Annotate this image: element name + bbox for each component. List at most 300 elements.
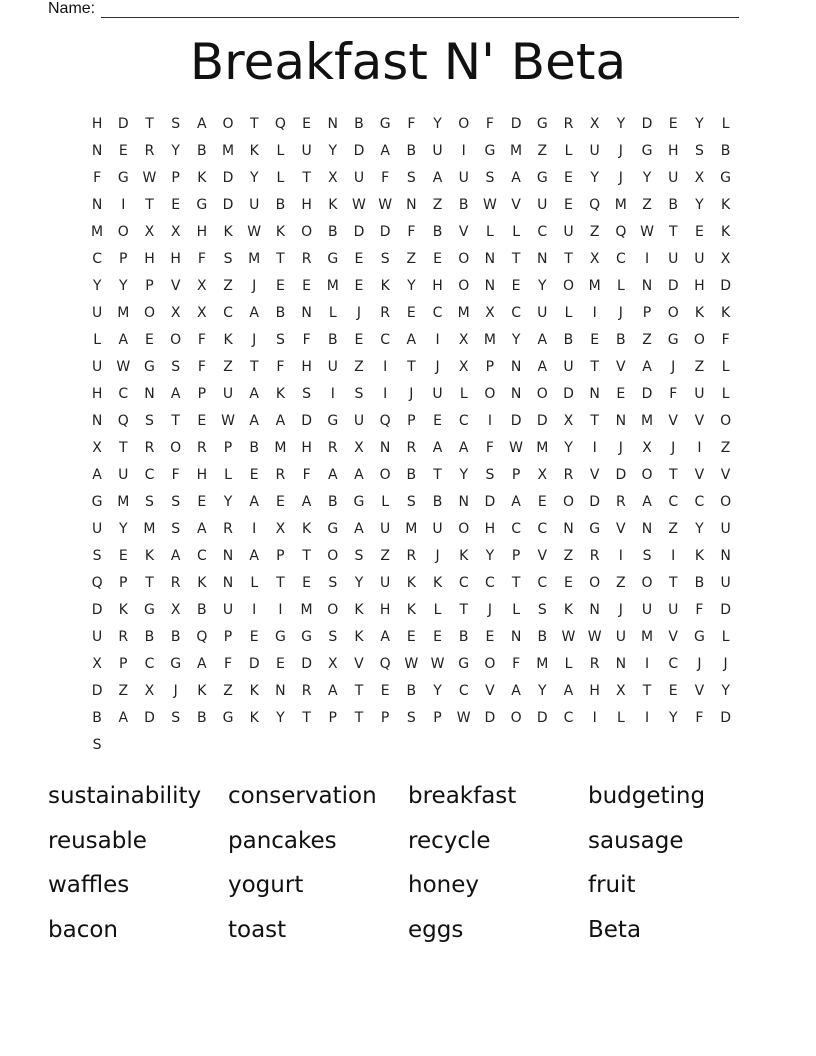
grid-letter[interactable]: U — [432, 143, 443, 159]
grid-letter[interactable]: Y — [695, 521, 704, 537]
grid-letter[interactable]: X — [458, 332, 469, 348]
grid-letter[interactable]: K — [459, 548, 469, 564]
grid-letter[interactable]: T — [354, 710, 364, 726]
grid-letter[interactable]: U — [380, 521, 391, 537]
grid-letter[interactable]: H — [484, 521, 496, 537]
grid-letter[interactable]: G — [536, 170, 548, 186]
grid-letter[interactable]: V — [694, 413, 705, 429]
grid-letter[interactable]: O — [379, 467, 391, 483]
grid-letter[interactable]: Z — [432, 197, 443, 213]
grid-letter[interactable]: D — [117, 116, 129, 132]
grid-letter[interactable]: P — [119, 251, 128, 267]
grid-letter[interactable]: D — [484, 710, 496, 726]
grid-letter[interactable]: L — [512, 602, 520, 618]
grid-letter[interactable]: B — [563, 332, 574, 348]
grid-letter[interactable]: U — [353, 413, 365, 429]
grid-letter[interactable]: X — [170, 305, 181, 321]
grid-letter[interactable]: F — [197, 251, 206, 267]
grid-letter[interactable]: M — [640, 413, 654, 429]
grid-letter[interactable]: G — [641, 143, 653, 159]
grid-letter[interactable]: B — [327, 494, 338, 510]
grid-letter[interactable]: Q — [91, 575, 103, 591]
grid-letter[interactable]: K — [249, 683, 259, 699]
grid-letter[interactable]: Z — [589, 224, 600, 240]
grid-letter[interactable]: T — [276, 251, 285, 267]
grid-letter[interactable]: I — [644, 656, 650, 672]
grid-letter[interactable]: O — [458, 521, 470, 537]
grid-letter[interactable]: E — [249, 629, 259, 645]
grid-letter[interactable]: Z — [406, 251, 417, 267]
grid-letter[interactable]: Y — [223, 494, 233, 510]
grid-letter[interactable]: U — [118, 467, 129, 483]
grid-letter[interactable]: H — [170, 251, 181, 267]
grid-letter[interactable]: L — [250, 575, 259, 591]
grid-letter[interactable]: Z — [354, 359, 364, 375]
grid-letter[interactable]: A — [354, 521, 364, 537]
grid-letter[interactable]: C — [223, 305, 233, 321]
grid-letter[interactable]: L — [721, 116, 730, 132]
grid-letter[interactable]: L — [616, 278, 625, 294]
grid-letter[interactable]: L — [721, 629, 730, 645]
grid-letter[interactable]: S — [406, 710, 416, 726]
grid-letter[interactable]: T — [145, 116, 154, 132]
grid-letter[interactable]: Z — [118, 683, 129, 699]
grid-letter[interactable]: O — [562, 278, 574, 294]
grid-letter[interactable]: E — [616, 386, 626, 402]
grid-letter[interactable]: K — [197, 170, 207, 186]
grid-letter[interactable]: F — [197, 359, 206, 375]
grid-letter[interactable]: A — [537, 359, 548, 375]
grid-letter[interactable]: O — [143, 305, 155, 321]
grid-letter[interactable]: E — [354, 278, 364, 294]
grid-letter[interactable]: S — [380, 251, 390, 267]
grid-letter[interactable]: Z — [642, 332, 652, 348]
grid-letter[interactable]: N — [563, 521, 574, 537]
grid-letter[interactable]: P — [642, 305, 652, 321]
grid-letter[interactable]: Y — [171, 143, 180, 159]
grid-letter[interactable]: N — [301, 305, 312, 321]
grid-letter[interactable]: G — [589, 521, 601, 537]
grid-letter[interactable]: U — [249, 197, 260, 213]
grid-letter[interactable]: W — [640, 224, 654, 240]
grid-letter[interactable]: U — [222, 386, 234, 402]
grid-letter[interactable]: X — [589, 116, 600, 132]
grid-letter[interactable]: P — [433, 710, 442, 726]
grid-letter[interactable]: K — [354, 629, 364, 645]
grid-letter[interactable]: A — [327, 683, 338, 699]
grid-letter[interactable]: D — [248, 656, 260, 672]
grid-letter[interactable]: J — [173, 683, 178, 699]
grid-letter[interactable]: M — [300, 602, 313, 618]
grid-letter[interactable]: A — [249, 386, 259, 402]
grid-letter[interactable]: B — [616, 332, 626, 348]
grid-letter[interactable]: N — [510, 386, 522, 402]
grid-letter[interactable]: L — [486, 224, 494, 240]
grid-letter[interactable]: A — [327, 467, 338, 483]
grid-letter[interactable]: P — [511, 548, 521, 564]
grid-letter[interactable]: P — [485, 359, 495, 375]
grid-letter[interactable]: G — [274, 629, 286, 645]
grid-letter[interactable]: D — [720, 278, 731, 294]
grid-letter[interactable]: M — [614, 197, 627, 213]
grid-letter[interactable]: A — [511, 683, 521, 699]
grid-letter[interactable]: H — [667, 143, 679, 159]
grid-letter[interactable]: M — [91, 224, 104, 240]
grid-letter[interactable]: L — [564, 143, 573, 159]
grid-letter[interactable]: K — [380, 278, 390, 294]
grid-letter[interactable]: D — [91, 683, 103, 699]
grid-letter[interactable]: O — [301, 224, 313, 240]
grid-letter[interactable]: R — [144, 143, 155, 159]
grid-letter[interactable]: C — [563, 710, 574, 726]
grid-letter[interactable]: M — [326, 278, 339, 294]
grid-letter[interactable]: S — [171, 359, 181, 375]
grid-letter[interactable]: P — [171, 170, 180, 186]
grid-letter[interactable]: K — [432, 575, 443, 591]
grid-letter[interactable]: H — [91, 386, 103, 402]
grid-letter[interactable]: U — [537, 305, 548, 321]
grid-letter[interactable]: R — [223, 521, 233, 537]
grid-letter[interactable]: F — [407, 224, 416, 240]
grid-letter[interactable]: F — [407, 116, 416, 132]
grid-letter[interactable]: X — [197, 305, 207, 321]
grid-letter[interactable]: D — [510, 413, 522, 429]
grid-letter[interactable]: K — [197, 683, 207, 699]
grid-letter[interactable]: N — [720, 548, 731, 564]
grid-letter[interactable]: B — [249, 440, 260, 456]
grid-letter[interactable]: X — [144, 683, 155, 699]
grid-letter[interactable]: B — [144, 629, 155, 645]
grid-letter[interactable]: D — [641, 116, 653, 132]
grid-letter[interactable]: R — [406, 548, 417, 564]
grid-letter[interactable]: K — [223, 224, 233, 240]
grid-letter[interactable]: I — [618, 548, 623, 564]
grid-letter[interactable]: X — [92, 440, 102, 456]
grid-letter[interactable]: S — [485, 467, 495, 483]
grid-letter[interactable]: J — [671, 440, 676, 456]
grid-letter[interactable]: U — [589, 143, 600, 159]
grid-letter[interactable]: T — [276, 575, 285, 591]
grid-letter[interactable]: X — [563, 413, 574, 429]
grid-letter[interactable]: Y — [616, 116, 626, 132]
grid-letter[interactable]: L — [93, 332, 101, 348]
grid-letter[interactable]: T — [668, 575, 678, 591]
grid-letter[interactable]: S — [406, 494, 416, 510]
grid-letter[interactable]: E — [537, 494, 547, 510]
grid-letter[interactable]: B — [432, 224, 443, 240]
grid-letter[interactable]: X — [92, 656, 102, 672]
grid-letter[interactable]: J — [252, 332, 257, 348]
grid-letter[interactable]: X — [170, 224, 181, 240]
grid-letter[interactable]: F — [669, 386, 678, 402]
grid-letter[interactable]: A — [118, 710, 129, 726]
grid-letter[interactable]: E — [380, 683, 390, 699]
grid-letter[interactable]: R — [589, 548, 600, 564]
grid-letter[interactable]: S — [275, 332, 285, 348]
grid-letter[interactable]: Q — [274, 116, 286, 132]
grid-letter[interactable]: A — [432, 170, 443, 186]
grid-letter[interactable]: R — [327, 440, 338, 456]
grid-letter[interactable]: X — [694, 170, 705, 186]
grid-letter[interactable]: B — [327, 224, 338, 240]
grid-letter[interactable]: D — [353, 224, 365, 240]
grid-letter[interactable]: U — [668, 602, 679, 618]
grid-letter[interactable]: O — [458, 251, 470, 267]
grid-letter[interactable]: Y — [119, 278, 128, 294]
grid-letter[interactable]: Q — [196, 629, 208, 645]
grid-letter[interactable]: C — [432, 305, 443, 321]
grid-letter[interactable]: O — [536, 386, 548, 402]
grid-letter[interactable]: V — [694, 467, 705, 483]
grid-letter[interactable]: P — [407, 413, 416, 429]
grid-letter[interactable]: P — [145, 278, 154, 294]
grid-letter[interactable]: F — [302, 332, 311, 348]
grid-letter[interactable]: T — [590, 413, 599, 429]
grid-letter[interactable]: C — [144, 467, 155, 483]
grid-letter[interactable]: Y — [459, 467, 468, 483]
grid-letter[interactable]: G — [536, 116, 548, 132]
grid-letter[interactable]: J — [487, 602, 492, 618]
grid-letter[interactable]: A — [354, 467, 364, 483]
grid-letter[interactable]: X — [354, 440, 364, 456]
grid-letter[interactable]: T — [302, 548, 311, 564]
grid-letter[interactable]: E — [249, 467, 259, 483]
grid-letter[interactable]: R — [144, 440, 155, 456]
grid-letter[interactable]: O — [641, 467, 653, 483]
grid-letter[interactable]: W — [352, 197, 366, 213]
grid-letter[interactable]: J — [618, 170, 623, 186]
grid-letter[interactable]: E — [197, 413, 207, 429]
grid-letter[interactable]: L — [328, 305, 337, 321]
grid-letter[interactable]: K — [118, 602, 128, 618]
grid-letter[interactable]: Y — [92, 278, 102, 294]
grid-letter[interactable]: J — [409, 386, 414, 402]
grid-letter[interactable]: P — [328, 710, 337, 726]
grid-letter[interactable]: O — [484, 386, 496, 402]
grid-letter[interactable]: A — [563, 683, 574, 699]
grid-letter[interactable]: C — [144, 656, 155, 672]
grid-letter[interactable]: X — [458, 359, 469, 375]
grid-letter[interactable]: E — [118, 548, 128, 564]
grid-letter[interactable]: Z — [642, 197, 652, 213]
grid-letter[interactable]: W — [142, 170, 157, 186]
grid-letter[interactable]: Y — [485, 548, 495, 564]
grid-letter[interactable]: J — [618, 305, 623, 321]
grid-letter[interactable]: F — [485, 116, 494, 132]
grid-letter[interactable]: E — [433, 251, 442, 267]
grid-letter[interactable]: I — [592, 710, 597, 726]
grid-letter[interactable]: I — [383, 386, 388, 402]
grid-letter[interactable]: Z — [720, 440, 731, 456]
grid-letter[interactable]: E — [354, 251, 364, 267]
grid-letter[interactable]: V — [616, 521, 626, 537]
grid-letter[interactable]: C — [92, 251, 102, 267]
grid-letter[interactable]: B — [92, 710, 102, 726]
grid-letter[interactable]: S — [171, 116, 181, 132]
grid-letter[interactable]: O — [458, 116, 470, 132]
grid-letter[interactable]: R — [589, 656, 600, 672]
grid-letter[interactable]: U — [668, 170, 679, 186]
grid-letter[interactable]: F — [197, 332, 206, 348]
grid-letter[interactable]: B — [197, 710, 207, 726]
grid-letter[interactable]: O — [170, 440, 182, 456]
grid-letter[interactable]: V — [616, 359, 626, 375]
grid-letter[interactable]: G — [353, 494, 365, 510]
grid-letter[interactable]: A — [197, 521, 207, 537]
grid-letter[interactable]: W — [430, 656, 445, 672]
grid-letter[interactable]: T — [590, 359, 599, 375]
grid-letter[interactable]: C — [694, 494, 705, 510]
grid-letter[interactable]: H — [301, 359, 312, 375]
grid-letter[interactable]: L — [459, 386, 468, 402]
grid-letter[interactable]: N — [91, 143, 103, 159]
grid-letter[interactable]: H — [91, 116, 103, 132]
grid-letter[interactable]: A — [170, 548, 181, 564]
grid-letter[interactable]: V — [354, 656, 364, 672]
grid-letter[interactable]: R — [301, 251, 312, 267]
grid-letter[interactable]: B — [197, 602, 207, 618]
grid-letter[interactable]: X — [642, 440, 652, 456]
grid-letter[interactable]: X — [537, 467, 548, 483]
grid-letter[interactable]: B — [406, 143, 417, 159]
grid-letter[interactable]: C — [196, 548, 207, 564]
grid-letter[interactable]: N — [327, 116, 339, 132]
grid-letter[interactable]: Y — [695, 116, 704, 132]
grid-letter[interactable]: S — [145, 413, 154, 429]
grid-letter[interactable]: J — [723, 656, 728, 672]
grid-letter[interactable]: O — [458, 278, 470, 294]
grid-letter[interactable]: S — [92, 737, 102, 753]
grid-letter[interactable]: F — [721, 332, 730, 348]
grid-letter[interactable]: X — [589, 251, 600, 267]
grid-letter[interactable]: V — [458, 224, 469, 240]
name-blank-line[interactable] — [101, 2, 739, 18]
grid-letter[interactable]: A — [275, 413, 286, 429]
grid-letter[interactable]: F — [302, 467, 311, 483]
grid-letter[interactable]: L — [276, 143, 285, 159]
grid-letter[interactable]: W — [456, 710, 471, 726]
grid-letter[interactable]: E — [171, 197, 181, 213]
grid-letter[interactable]: D — [301, 413, 312, 429]
grid-letter[interactable]: X — [327, 170, 338, 186]
grid-letter[interactable]: L — [381, 494, 390, 510]
grid-letter[interactable]: A — [197, 116, 207, 132]
grid-letter[interactable]: K — [721, 224, 731, 240]
grid-letter[interactable]: Q — [589, 197, 601, 213]
grid-letter[interactable]: W — [378, 197, 393, 213]
grid-letter[interactable]: X — [170, 602, 181, 618]
grid-letter[interactable]: M — [483, 332, 496, 348]
grid-letter[interactable]: N — [589, 602, 600, 618]
grid-letter[interactable]: V — [720, 467, 731, 483]
grid-letter[interactable]: C — [458, 575, 469, 591]
grid-letter[interactable]: S — [171, 494, 181, 510]
grid-letter[interactable]: H — [196, 224, 208, 240]
grid-letter[interactable]: E — [118, 143, 128, 159]
grid-letter[interactable]: F — [485, 440, 494, 456]
grid-letter[interactable]: S — [171, 710, 181, 726]
grid-letter[interactable]: M — [117, 494, 130, 510]
grid-letter[interactable]: D — [563, 386, 574, 402]
grid-letter[interactable]: C — [511, 521, 521, 537]
grid-letter[interactable]: K — [223, 332, 233, 348]
grid-letter[interactable]: Z — [223, 359, 233, 375]
grid-letter[interactable]: F — [224, 656, 233, 672]
grid-letter[interactable]: K — [249, 143, 259, 159]
grid-letter[interactable]: N — [641, 278, 653, 294]
grid-letter[interactable]: I — [487, 413, 492, 429]
grid-letter[interactable]: Y — [564, 440, 573, 456]
grid-letter[interactable]: I — [644, 710, 650, 726]
grid-letter[interactable]: O — [667, 305, 679, 321]
grid-letter[interactable]: E — [197, 494, 207, 510]
grid-letter[interactable]: N — [641, 521, 653, 537]
grid-letter[interactable]: X — [144, 224, 155, 240]
grid-letter[interactable]: K — [197, 575, 207, 591]
grid-letter[interactable]: L — [224, 467, 232, 483]
grid-letter[interactable]: P — [511, 467, 521, 483]
grid-letter[interactable]: Y — [590, 170, 599, 186]
grid-letter[interactable]: E — [302, 278, 312, 294]
grid-letter[interactable]: D — [144, 710, 155, 726]
grid-letter[interactable]: S — [485, 170, 495, 186]
grid-letter[interactable]: O — [641, 575, 653, 591]
grid-letter[interactable]: G — [327, 251, 339, 267]
grid-letter[interactable]: L — [564, 656, 573, 672]
grid-letter[interactable]: Y — [119, 521, 128, 537]
grid-letter[interactable]: D — [536, 710, 548, 726]
grid-letter[interactable]: G — [458, 656, 470, 672]
grid-letter[interactable]: T — [145, 575, 154, 591]
grid-letter[interactable]: O — [484, 656, 496, 672]
grid-letter[interactable]: B — [406, 683, 417, 699]
grid-letter[interactable]: T — [302, 710, 311, 726]
grid-letter[interactable]: N — [275, 683, 286, 699]
grid-letter[interactable]: Z — [563, 548, 574, 564]
grid-letter[interactable]: A — [432, 440, 443, 456]
grid-letter[interactable]: H — [301, 197, 312, 213]
grid-letter[interactable]: B — [354, 116, 364, 132]
grid-letter[interactable]: U — [91, 521, 103, 537]
grid-letter[interactable]: I — [252, 521, 257, 537]
grid-letter[interactable]: J — [356, 305, 362, 321]
grid-letter[interactable]: E — [694, 224, 704, 240]
grid-letter[interactable]: U — [432, 386, 443, 402]
grid-letter[interactable]: S — [92, 548, 102, 564]
grid-letter[interactable]: S — [537, 602, 547, 618]
grid-letter[interactable]: U — [694, 386, 705, 402]
grid-letter[interactable]: L — [512, 224, 520, 240]
grid-letter[interactable]: R — [563, 467, 574, 483]
grid-letter[interactable]: J — [697, 656, 702, 672]
grid-letter[interactable]: V — [589, 467, 600, 483]
grid-letter[interactable]: V — [668, 629, 678, 645]
grid-letter[interactable]: P — [197, 386, 207, 402]
grid-letter[interactable]: E — [668, 683, 678, 699]
grid-letter[interactable]: T — [249, 359, 259, 375]
grid-letter[interactable]: D — [222, 170, 234, 186]
grid-letter[interactable]: E — [406, 305, 416, 321]
grid-letter[interactable]: K — [721, 305, 731, 321]
grid-letter[interactable]: A — [249, 305, 259, 321]
grid-letter[interactable]: W — [509, 440, 524, 456]
grid-letter[interactable]: C — [380, 332, 391, 348]
grid-letter[interactable]: A — [249, 494, 259, 510]
grid-letter[interactable]: K — [275, 386, 285, 402]
grid-letter[interactable]: E — [590, 332, 600, 348]
grid-letter[interactable]: L — [721, 359, 730, 375]
grid-letter[interactable]: J — [252, 278, 257, 294]
